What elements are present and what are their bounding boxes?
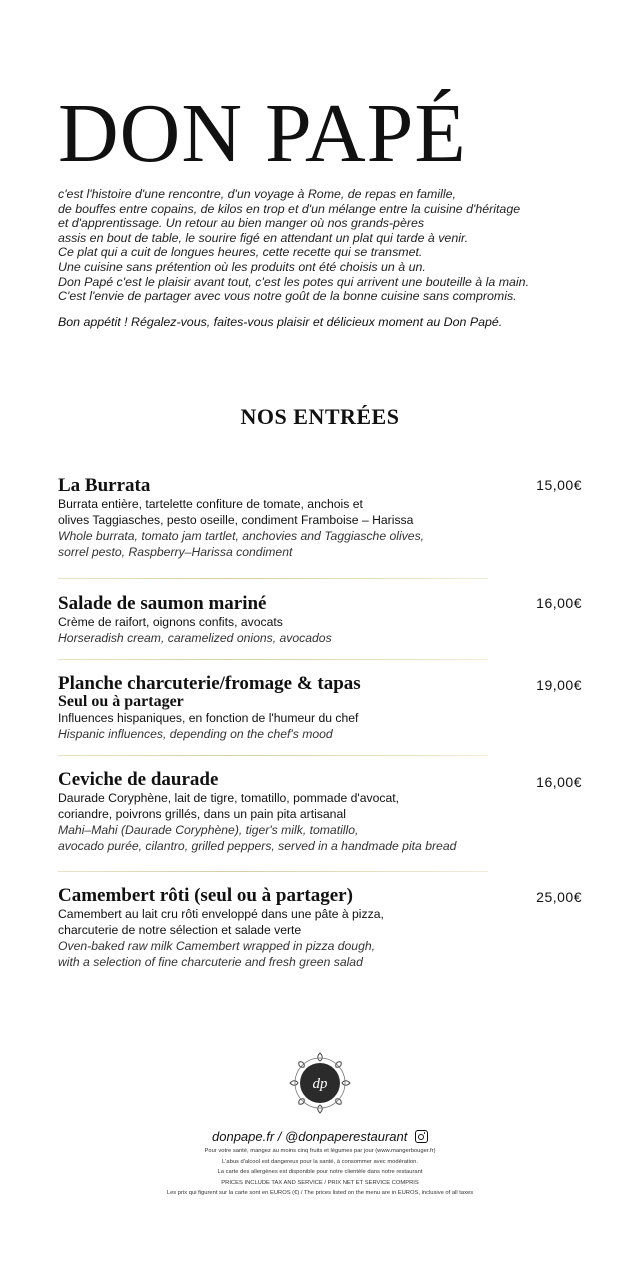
item-price: 16,00€ — [536, 595, 582, 611]
menu-item-ceviche — [58, 770, 598, 854]
item-subtitle: Seul ou à partager — [58, 693, 184, 710]
menu-item-charcuterie-board — [58, 674, 598, 742]
item-description-en: Horseradish cream, caramelized onions, avocados — [58, 631, 332, 645]
item-description-fr: Crème de raifort, oignons confits, avocats — [58, 615, 283, 629]
item-description-fr: olives Taggiasches, pesto oseille, condiment Framboise – Harissa — [58, 513, 414, 527]
fine-print-line: PRICES INCLUDE TAX AND SERVICE / PRIX NET ET SERVICE COMPRIS — [221, 1179, 419, 1186]
fine-print-line: Les prix qui figurent sur la carte sont en EUROS (€) / The prices listed on the menu are in EUROS, inclusive of all taxes — [166, 1190, 474, 1197]
restaurant-logo — [287, 1050, 353, 1116]
intro-line: Don Papé c'est le plaisir avant tout, c'est les potes qui arrivent une bouteille à la main. — [58, 274, 530, 289]
fine-print-line: Pour votre santé, mangez au moins cinq fruits et légumes par jour (www.mangerbouger.fr) — [204, 1148, 436, 1154]
logo-monogram: dp — [312, 1076, 328, 1092]
item-price: 16,00€ — [536, 774, 582, 790]
restaurant-title: DON PAPÉ — [58, 87, 467, 180]
intro-line: de bouffes entre copains, de kilos en trop et d'un mélange entre la cuisine d'héritage — [58, 201, 521, 216]
item-description-fr: Camembert au lait cru rôti enveloppé dans une pâte à pizza, — [58, 907, 384, 921]
item-divider — [58, 578, 488, 579]
item-description-fr: Influences hispaniques, en fonction de l'humeur du chef — [58, 711, 359, 725]
item-description-en: Hispanic influences, depending on the chef's mood — [58, 727, 333, 741]
fine-print-line: La carte des allergènes est disponible pour notre clientèle dans notre restaurant — [217, 1169, 423, 1176]
item-divider — [58, 659, 488, 660]
intro-line: assis en bout de table, le sourire figé en attendant un plat qui tarde à venir. — [58, 230, 469, 245]
item-name: Planche charcuterie/fromage & tapas — [58, 673, 361, 694]
closing-line: Bon appétit ! Régalez-vous, faites-vous plaisir et délicieux moment au Don Papé. — [58, 315, 503, 329]
item-price: 25,00€ — [536, 889, 582, 905]
item-name: Salade de saumon mariné — [58, 593, 267, 614]
intro-line: C'est l'envie de partager avec vous notre goût de la bonne cuisine sans compromis. — [58, 289, 517, 304]
menu-item-burrata — [58, 476, 598, 560]
fine-print-line: L'abus d'alcool est dangereux pour la santé, à consommer avec modération. — [222, 1158, 418, 1165]
section-title: NOS ENTRÉES — [240, 404, 400, 429]
legal-fine-print — [0, 1146, 640, 1199]
social-text[interactable]: donpape.fr / @donpaperestaurant — [212, 1129, 408, 1145]
item-description-en: Oven-baked raw milk Camembert wrapped in pizza dough, — [58, 939, 376, 953]
intro-line: Ce plat qui a cuit de longues heures, cette recette qui se transmet. — [58, 245, 423, 260]
item-description-en: Mahi–Mahi (Daurade Coryphène), tiger's milk, tomatillo, — [58, 823, 359, 837]
item-description-en: sorrel pesto, Raspberry–Harissa condiment — [58, 545, 293, 559]
item-description-en: avocado purée, cilantro, grilled peppers, served in a handmade pita bread — [58, 839, 457, 853]
item-name: Ceviche de daurade — [58, 769, 219, 790]
item-description-en: Whole burrata, tomato jam tartlet, anchovies and Taggiasche olives, — [58, 529, 425, 543]
intro-text — [58, 187, 598, 304]
social-links — [0, 1128, 640, 1144]
item-name: Camembert rôti (seul ou à partager) — [58, 885, 353, 906]
item-divider — [58, 755, 488, 756]
intro-line: c'est l'histoire d'une rencontre, d'un voyage à Rome, de repas en famille, — [58, 187, 456, 201]
menu-item-camembert — [58, 886, 598, 970]
intro-line: Une cuisine sans prétention où les produits ont été choisis un à un. — [58, 259, 426, 274]
item-description-fr: Daurade Coryphène, lait de tigre, tomatillo, pommade d'avocat, — [58, 791, 400, 805]
item-description-fr: Burrata entière, tartelette confiture de tomate, anchois et — [58, 497, 363, 511]
intro-line: et d'apprentissage. Un retour au bien manger où nos grands-pères — [58, 216, 425, 231]
item-name: La Burrata — [58, 475, 151, 496]
item-description-en: with a selection of fine charcuterie and fresh green salad — [58, 955, 363, 969]
menu-item-salmon-salad — [58, 594, 598, 646]
item-price: 15,00€ — [536, 477, 582, 493]
instagram-icon[interactable] — [415, 1130, 428, 1143]
item-divider — [58, 871, 488, 872]
item-description-fr: charcuterie de notre sélection et salade verte — [58, 923, 302, 937]
logo-emblem — [287, 1050, 353, 1116]
item-description-fr: coriandre, poivrons grillés, dans un pain pita artisanal — [58, 807, 346, 821]
item-price: 19,00€ — [536, 677, 582, 693]
